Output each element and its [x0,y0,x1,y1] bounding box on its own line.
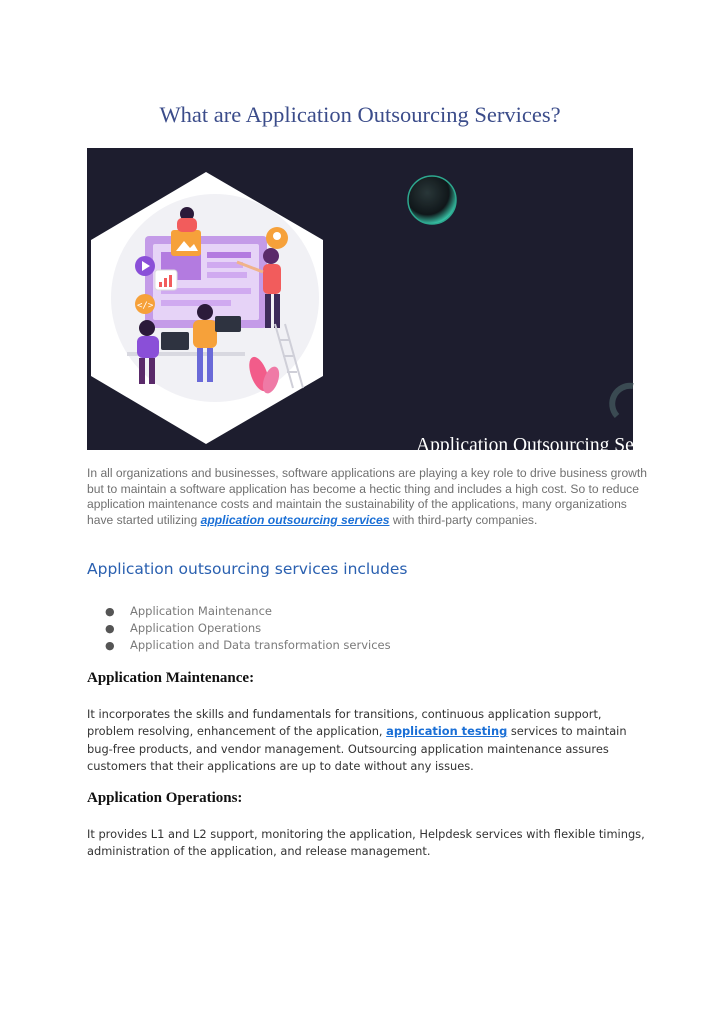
hero-illustration [87,148,633,450]
page-title: What are Application Outsourcing Services? [159,102,561,127]
operations-heading: Application Operations: [87,790,243,806]
list-item [105,603,391,620]
maintenance-paragraph [87,706,647,775]
hero-banner [87,148,681,456]
intro-text-end: with third-party companies. [389,512,538,527]
application-testing-link[interactable]: application testing [386,724,508,739]
hero-caption: Application Outsourcing Services [416,435,681,456]
maintenance-text-start: It incorporates the skills and fundamentals for transitions, continuous application support, problem resolving, enhancement of the application, [87,707,602,739]
orb-decoration [408,176,456,224]
list-item [105,637,391,654]
bullet-icon: ● [105,622,115,635]
maintenance-heading: Application Maintenance: [87,670,255,686]
list-item-label: Application Maintenance [130,604,272,618]
list-item-label: Application and Data transformation services [130,638,391,652]
list-item [105,620,391,637]
includes-list [105,603,391,654]
includes-heading: Application outsourcing services includes [87,560,408,578]
application-outsourcing-services-link[interactable]: application outsourcing services [200,512,390,527]
intro-text-start: In all organizations and businesses, software applications are playing a key role to drive business growth but to maintain a software application has become a hectic thing and includes a high cost. So to reduce application maintenance costs and maintain the sustainability of the applications, many organizations have started utilizing [87,466,647,527]
list-item-label: Application Operations [130,621,262,635]
bullet-icon: ● [105,639,115,652]
intro-paragraph [87,466,647,528]
operations-paragraph: It provides L1 and L2 support, monitoring the application, Helpdesk services with flexible timings, administration of the application, and release management. [87,827,645,859]
ring-decoration [612,386,633,416]
image-card-graphic [171,230,201,256]
svg-text:</>: </> [137,301,154,311]
maintenance-text-end: services to maintain bug-free products, and vendor management. Outsourcing application maintenance assures customers that their applications are up to date without any issues. [87,724,627,773]
bullet-icon: ● [105,605,115,618]
